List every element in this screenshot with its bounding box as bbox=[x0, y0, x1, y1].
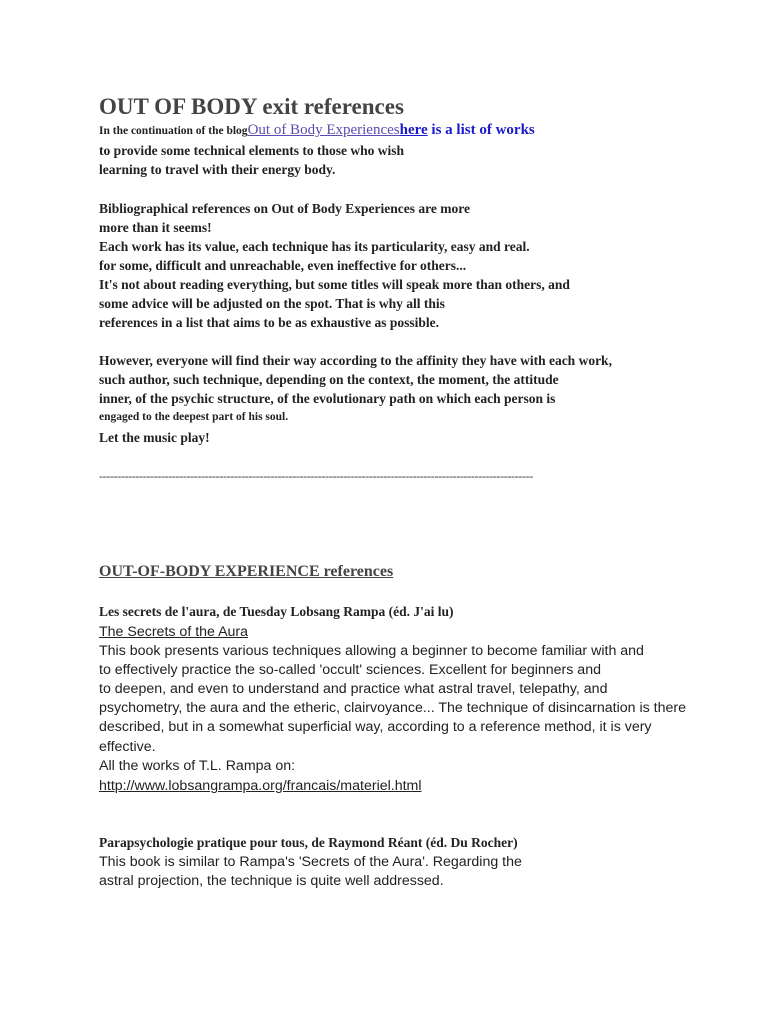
para1-line: Bibliographical references on Out of Body Experiences are more bbox=[99, 201, 470, 216]
para2-line: engaged to the deepest part of his soul. bbox=[99, 411, 289, 423]
intro-suffix: is a list of works bbox=[427, 122, 535, 138]
closing-line: Let the music play! bbox=[99, 430, 210, 445]
para2-line: inner, of the psychic structure, of the evolutionary path on which each person is bbox=[99, 391, 556, 406]
book-title: Les secrets de l'aura, de Tuesday Lobsang Rampa (éd. J'ai lu) bbox=[99, 604, 454, 619]
dashed-divider: ----------------------------------------------------------------------------------------------------------------------- bbox=[99, 469, 533, 483]
section-heading: OUT-OF-BODY EXPERIENCE references bbox=[99, 563, 394, 580]
book-desc-line: effective. bbox=[99, 739, 156, 755]
para1-line: more than it seems! bbox=[99, 220, 212, 235]
here-link[interactable]: here bbox=[399, 122, 428, 138]
book-title: Parapsychologie pratique pour tous, de Raymond Réant (éd. Du Rocher) bbox=[99, 835, 518, 850]
rampa-url-link[interactable]: http://www.lobsangrampa.org/francais/materiel.html bbox=[99, 778, 422, 794]
intro-prefix: In the continuation of the blog bbox=[99, 125, 248, 137]
page-title: OUT OF BODY exit references bbox=[99, 94, 404, 119]
para1-line: some advice will be adjusted on the spot. That is why all this bbox=[99, 296, 445, 311]
para1-line: for some, difficult and unreachable, even ineffective for others... bbox=[99, 258, 467, 273]
book-link[interactable]: The Secrets of the Aura bbox=[99, 624, 249, 640]
book-desc-line: astral projection, the technique is quite well addressed. bbox=[99, 873, 444, 889]
intro-line-1 bbox=[99, 121, 535, 139]
book-desc-line: to deepen, and even to understand and practice what astral travel, telepathy, and bbox=[99, 681, 608, 697]
book-desc-line: psychometry, the aura and the etheric, clairvoyance... The technique of disincarnation is there bbox=[99, 700, 687, 716]
para2-line: However, everyone will find their way according to the affinity they have with each work, bbox=[99, 353, 612, 368]
book-desc-line: to effectively practice the so-called 'occult' sciences. Excellent for beginners and bbox=[99, 662, 601, 678]
intro-line-3: learning to travel with their energy body. bbox=[99, 162, 336, 177]
para2-line: such author, such technique, depending on the context, the moment, the attitude bbox=[99, 372, 559, 387]
book-desc-line: All the works of T.L. Rampa on: bbox=[99, 758, 296, 774]
book-desc-line: This book is similar to Rampa's 'Secrets of the Aura'. Regarding the bbox=[99, 854, 522, 870]
para1-line: It's not about reading everything, but some titles will speak more than others, and bbox=[99, 277, 570, 292]
para1-line: references in a list that aims to be as exhaustive as possible. bbox=[99, 315, 439, 330]
book-desc-line: described, but in a somewhat superficial way, according to a reference method, it is very bbox=[99, 719, 652, 735]
para1-line: Each work has its value, each technique has its particularity, easy and real. bbox=[99, 239, 530, 254]
blog-link[interactable]: Out of Body Experiences bbox=[247, 122, 400, 138]
intro-line-2: to provide some technical elements to those who wish bbox=[99, 143, 404, 158]
book-desc-line: This book presents various techniques allowing a beginner to become familiar with and bbox=[99, 643, 644, 659]
